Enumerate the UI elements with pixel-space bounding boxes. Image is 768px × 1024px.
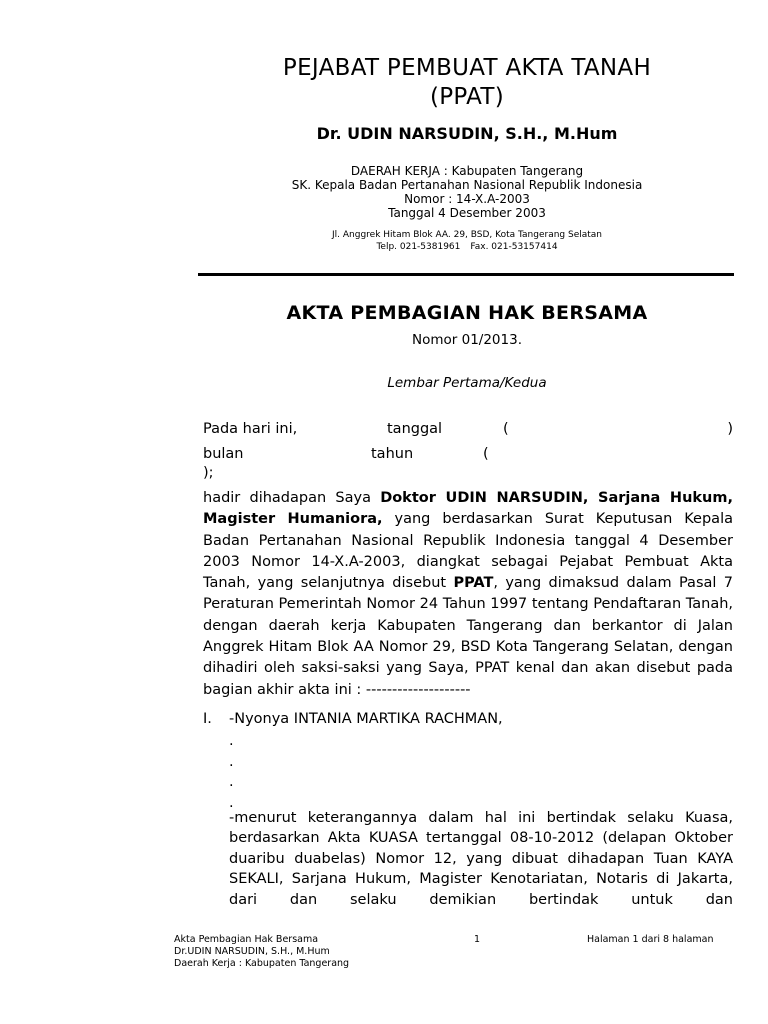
year-label: tahun <box>371 446 414 462</box>
office-title <box>200 54 734 112</box>
header-divider <box>198 273 734 276</box>
year-paren-open: ( <box>483 446 489 462</box>
day-label: Pada hari ini, <box>203 421 298 437</box>
month-label: bulan <box>203 446 244 462</box>
party-name: -Nyonya INTANIA MARTIKA RACHMAN, <box>229 711 503 727</box>
ppat-name: Dr. UDIN NARSUDIN, S.H., M.Hum <box>316 124 618 143</box>
placeholder-dot: . <box>229 794 234 811</box>
footer-deed-title: Akta Pembagian Hak Bersama <box>174 934 319 945</box>
party-number: I. <box>203 711 212 727</box>
date-label: tanggal <box>387 421 443 437</box>
fax-number: Fax. 021-53157414 <box>470 242 558 252</box>
deed-number: Nomor 01/2013. <box>412 332 522 348</box>
placeholder-dot: . <box>229 753 234 770</box>
office-address <box>200 229 734 253</box>
deed-title: AKTA PEMBAGIAN HAK BERSAMA <box>286 302 648 324</box>
month-year-close: ); <box>203 465 214 481</box>
footer-left <box>174 934 349 970</box>
placeholder-dot: . <box>229 733 234 749</box>
ppat-abbrev: PPAT <box>453 575 494 592</box>
appearance-paragraph: hadir dihadapan Saya Doktor UDIN NARSUDIN, Sarjana Hukum, Magister Humaniora, yang berdasarkan Surat Keputusan Kepala Badan Pertanahan Nasional Republik Indonesia tanggal 4 Desember 2003 Nomor 14-X.A-2003, diangkat sebagai Pejabat Pembuat Akta Tanah, yang selanjutnya disebut PPAT, yang dimaksud dalam Pasal 7 Peraturan Pemerintah Nomor 24 Tahun 1997 tentang Pendaftaran Tanah, dengan daerah kerja Kabupaten Tangerang dan berkantor di Jalan Anggrek Hitam Blok AA Nomor 29, BSD Kota Tangerang Selatan, dengan dihadiri oleh saksi-saksi yang Saya, PPAT kenal dan akan disebut pada bagian akhir akta ini : -------------------- <box>203 490 733 698</box>
work-area: DAERAH KERJA : Kabupaten Tangerang <box>350 164 584 178</box>
office-title-line2: (PPAT) <box>429 84 504 110</box>
footer-page-number: 1 <box>474 934 481 945</box>
decree-number: Nomor : 14-X.A-2003 <box>404 192 530 206</box>
office-info <box>200 164 734 220</box>
footer-work-area: Daerah Kerja : Kabupaten Tangerang <box>174 958 350 969</box>
date-paren-close: ) <box>727 421 733 437</box>
deed-sheet: Lembar Pertama/Kedua <box>387 375 547 391</box>
footer-ppat-name: Dr.UDIN NARSUDIN, S.H., M.Hum <box>174 946 330 957</box>
party-detail-placeholders <box>229 731 234 813</box>
ppat-full-name: Doktor UDIN NARSUDIN, Sarjana Hukum, Magister Humaniora, <box>203 490 733 528</box>
date-paren-open: ( <box>503 421 509 437</box>
phone-number: Telp. 021-5381961 <box>376 242 461 252</box>
contact-line <box>200 241 734 253</box>
office-title-line1: PEJABAT PEMBUAT AKTA TANAH <box>282 55 652 81</box>
party-capacity-paragraph: -menurut keterangannya dalam hal ini bertindak selaku Kuasa, berdasarkan Akta KUASA tertanggal 08-10-2012 (delapan Oktober duaribu duabelas) Nomor 12, yang dibuat dihadapan Tuan KAYA SEKALI, Sarjana Hukum, Magister Kenotariatan, Notaris di Jakarta, dari dan selaku demikian bertindak untuk dan <box>229 810 733 908</box>
placeholder-dot: . <box>229 774 234 791</box>
address-line: Jl. Anggrek Hitam Blok AA. 29, BSD, Kota Tangerang Selatan <box>332 230 602 240</box>
decree-issuer: SK. Kepala Badan Pertanahan Nasional Republik Indonesia <box>291 178 643 192</box>
footer-page-of: Halaman 1 dari 8 halaman <box>587 934 714 945</box>
decree-date: Tanggal 4 Desember 2003 <box>388 206 546 220</box>
